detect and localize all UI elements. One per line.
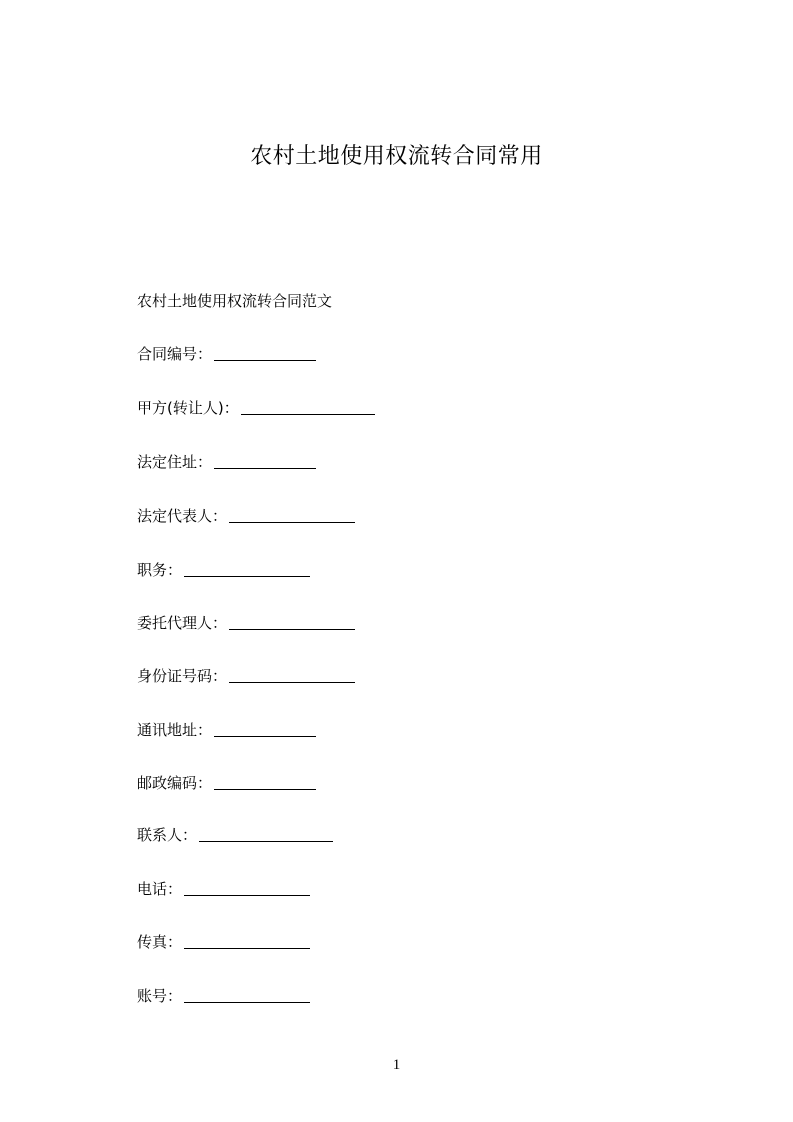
field-label: 合同编号： — [137, 345, 213, 363]
field-contract-number — [137, 342, 316, 366]
blank-line — [214, 344, 316, 361]
field-party-a — [137, 396, 375, 420]
document-subtitle: 农村土地使用权流转合同范文 — [137, 292, 333, 310]
blank-line — [229, 506, 355, 523]
blank-line — [199, 825, 333, 842]
field-fax — [137, 930, 310, 954]
field-label: 甲方(转让人)： — [137, 399, 239, 417]
field-id-number — [137, 664, 355, 688]
field-label: 法定住址： — [137, 453, 213, 471]
blank-line — [229, 613, 355, 630]
field-label: 传真： — [137, 933, 183, 951]
page-number: 1 — [392, 1057, 401, 1073]
blank-line — [184, 932, 310, 949]
field-label: 委托代理人： — [137, 614, 228, 632]
blank-line — [214, 773, 316, 790]
document-title: 农村土地使用权流转合同常用 — [250, 144, 543, 169]
blank-line — [214, 720, 316, 737]
blank-line — [184, 879, 310, 896]
field-legal-address — [137, 450, 316, 474]
field-legal-representative — [137, 504, 355, 528]
field-label: 职务： — [137, 561, 183, 579]
blank-line — [241, 398, 375, 415]
field-account-number — [137, 984, 310, 1008]
field-label: 电话： — [137, 880, 183, 898]
field-label: 通讯地址： — [137, 721, 213, 739]
blank-line — [229, 666, 355, 683]
field-contact-person — [137, 823, 333, 847]
field-label: 账号： — [137, 987, 183, 1005]
field-label: 法定代表人： — [137, 507, 228, 525]
field-label: 联系人： — [137, 826, 198, 844]
field-position — [137, 558, 310, 582]
blank-line — [184, 986, 310, 1003]
field-label: 邮政编码： — [137, 774, 213, 792]
field-label: 身份证号码： — [137, 667, 228, 685]
blank-line — [184, 560, 310, 577]
field-phone — [137, 877, 310, 901]
field-mailing-address — [137, 718, 316, 742]
field-agent — [137, 611, 355, 635]
blank-line — [214, 452, 316, 469]
field-postal-code — [137, 771, 316, 795]
